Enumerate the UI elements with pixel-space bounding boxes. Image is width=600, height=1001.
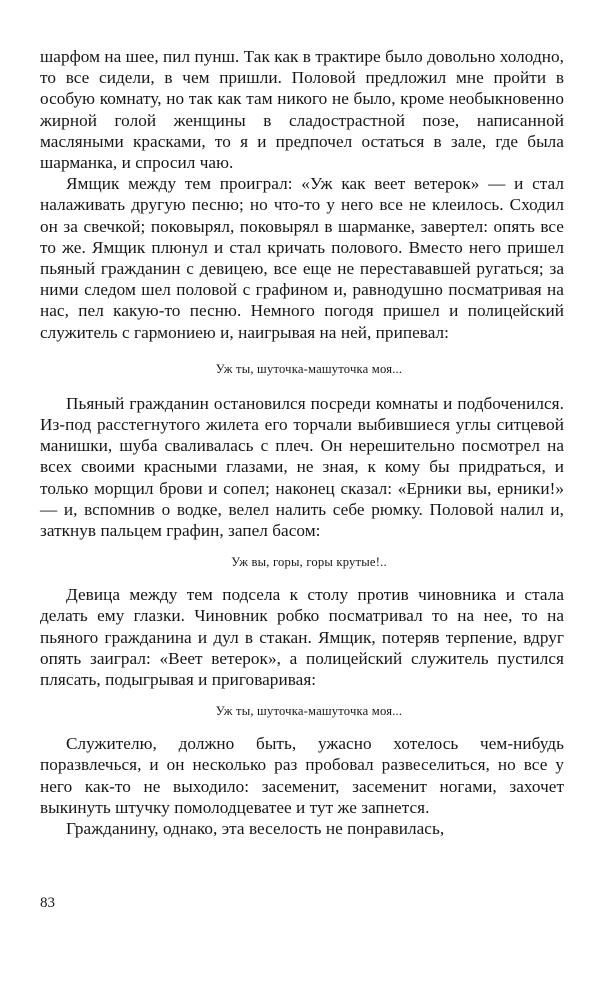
- paragraph-2: Ямщик между тем проиграл: «Уж как веет ветерок» — и стал налаживать другую песню; но что-то у него все не клеилось. Сходил он за свечкой; поковырял, поковырял в шарманке, завертел: опять все то же. Ямщик плюнул и стал кричать полового. Вместо него пришел пьяный гражданин с девицею, все еще не перестававшей ругаться; за ними следом шел половой с графином и, равнодушно посматривая на нас, пел какую-то песню. Немного погодя пришел и полицейский служитель с гармониею и, наигрывая на ней, припевал:: [40, 174, 564, 342]
- paragraph-3: Пьяный гражданин остановился посреди комнаты и подбоченился. Из-под расстегнутого жилета его торчали выбившиеся углы ситцевой манишки, шуба сваливалась с плеч. Он нерешительно посмотрел на всех своими красными глазами, не зная, к кому бы придраться, и только морщил брови и сопел; наконец сказал: «Ерники вы, ерники!» — и, вспомнив о водке, велел налить себе рюмку. Половой налил и, заткнув пальцем графин, запел басом:: [40, 393, 564, 541]
- song-line-2: Уж вы, горы, горы крутые!..: [231, 555, 387, 570]
- paragraph-6: Гражданину, однако, эта веселость не понравилась,: [66, 819, 445, 839]
- page-number: 83: [40, 895, 55, 911]
- paragraph-4: Девица между тем подсела к столу против чиновника и стала делать ему глазки. Чиновник робко посматривал то на нее, то на пьяного гражданина и дул в стакан. Ямщик, потеряв терпение, вдруг опять заиграл: «Веет ветерок», а полицейский служитель пустился плясать, подыгрывая и приговаривая:: [40, 585, 564, 690]
- song-line-1: Уж ты, шуточка-машуточка моя...: [215, 361, 403, 376]
- song-line-3: Уж ты, шуточка-машуточка моя...: [215, 704, 403, 719]
- paragraph-5: Служителю, должно быть, ужасно хотелось чем-нибудь поразвлечься, и он несколько раз пробовал развеселиться, но все у него как-то не выходило: засеменит, засеменит ногами, захочет выкинуть штучку помолодцеватее и тут же запнется.: [40, 734, 564, 817]
- paragraph-1: шарфом на шее, пил пунш. Так как в трактире было довольно холодно, то все сидели, в чем пришли. Половой предложил мне пройти в особую комнату, но так как там никого не было, кроме необыкновенно жирной голой женщины в сладострастной позе, написанной масляными красками, то я и предпочел остаться в зале, где была шарманка, и спросил чаю.: [40, 47, 564, 173]
- book-page: [40, 46, 564, 839]
